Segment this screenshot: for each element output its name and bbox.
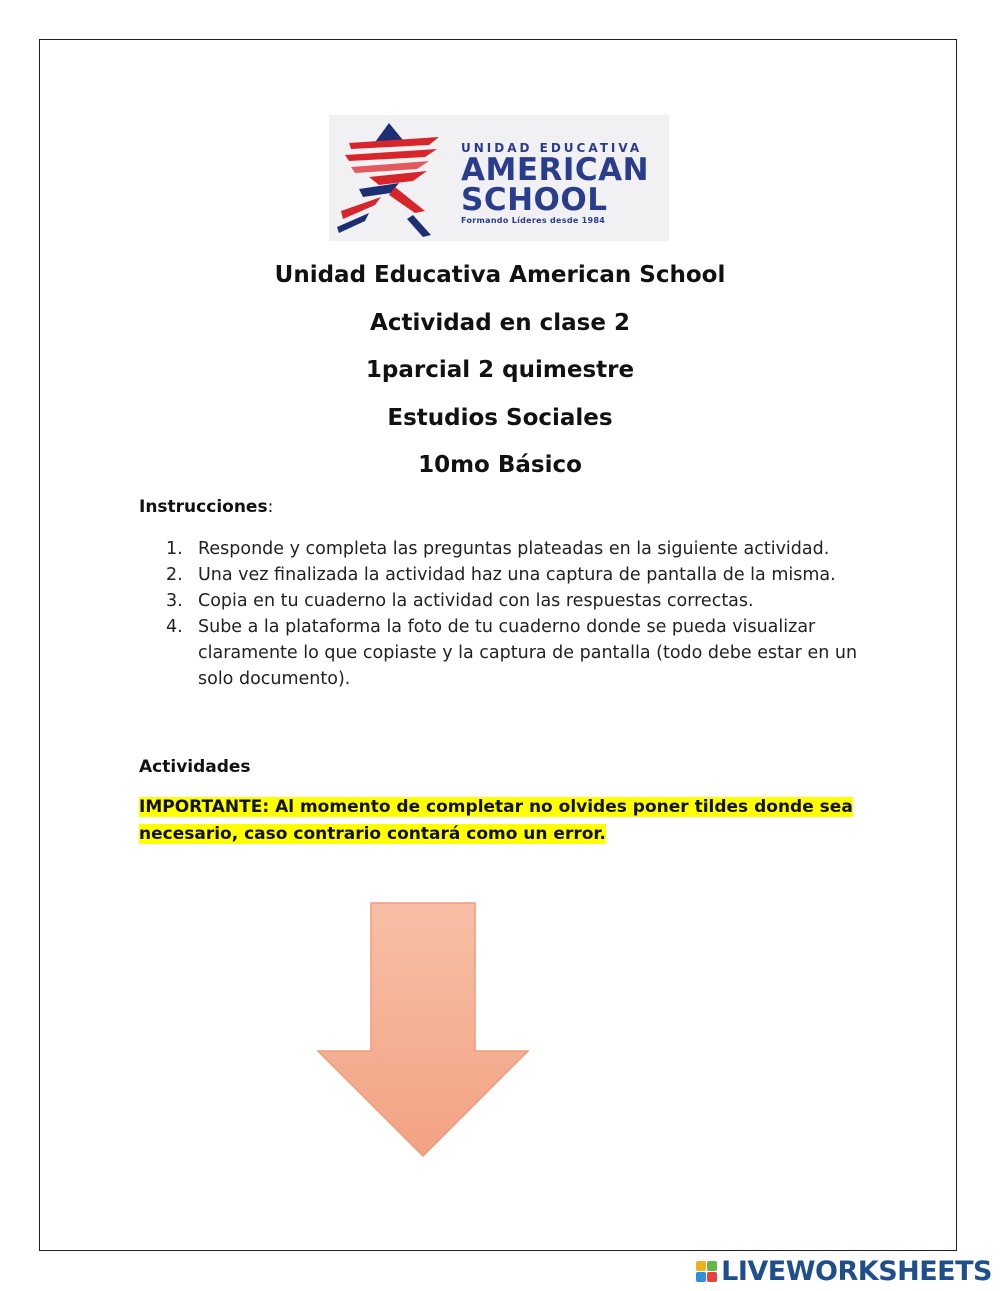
activities-label: Actividades	[139, 757, 251, 777]
liveworksheets-brand	[696, 1256, 992, 1286]
instructions-list	[166, 536, 866, 692]
period-heading: 1parcial 2 quimestre	[365, 357, 635, 383]
logo-line3: SCHOOL	[461, 182, 608, 218]
school-name-heading: Unidad Educativa American School	[274, 262, 726, 288]
instruction-item: 4. Sube a la plataforma la foto de tu cuaderno donde se pueda visualizar claramente lo que copiaste y la captura de pantalla (todo debe estar en un solo documento).	[166, 617, 858, 689]
important-line2: necesario, caso contrario contará como un error.	[139, 824, 606, 844]
important-note	[139, 794, 859, 848]
logo-line2: AMERICAN	[461, 152, 650, 188]
subject-heading: Estudios Sociales	[387, 405, 613, 431]
star-runner-icon	[329, 115, 459, 241]
down-arrow-icon	[316, 901, 530, 1163]
grade-heading: 10mo Básico	[418, 452, 582, 478]
logo-tagline: Formando Líderes desde 1984	[461, 216, 606, 225]
liveworksheets-logo-icon	[696, 1261, 717, 1282]
instructions-label: Instrucciones:	[139, 497, 274, 517]
instruction-item: 2. Una vez finalizada la actividad haz una captura de pantalla de la misma.	[166, 565, 836, 585]
important-line1: IMPORTANTE: Al momento de completar no olvides poner tildes donde sea	[139, 797, 853, 817]
brand-text: LIVEWORKSHEETS	[721, 1255, 992, 1287]
activity-heading: Actividad en clase 2	[370, 310, 630, 336]
logo-line1: UNIDAD EDUCATIVA	[461, 141, 643, 155]
instruction-item: 3. Copia en tu cuaderno la actividad con las respuestas correctas.	[166, 591, 754, 611]
school-logo	[329, 115, 669, 241]
instruction-item: 1. Responde y completa las preguntas plateadas en la siguiente actividad.	[166, 539, 830, 559]
